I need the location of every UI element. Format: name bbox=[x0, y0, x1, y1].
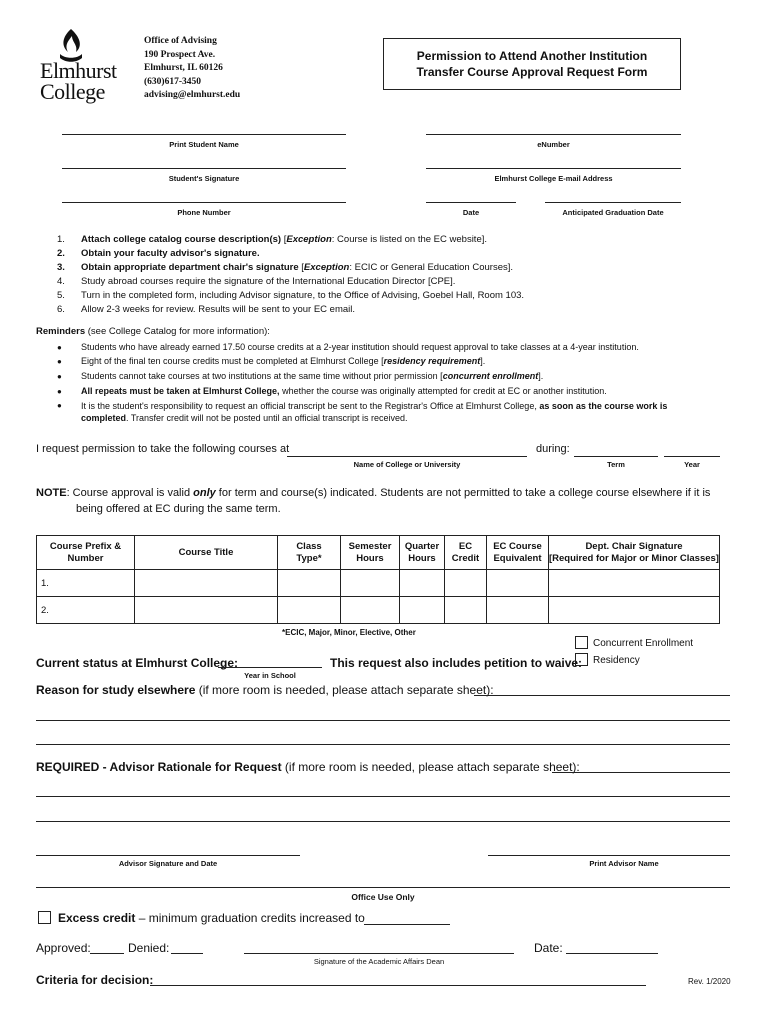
table-cell[interactable] bbox=[549, 597, 720, 624]
criteria-field[interactable] bbox=[150, 985, 646, 986]
date-label: Date bbox=[462, 208, 480, 217]
office-use-only-label: Office Use Only bbox=[351, 892, 415, 902]
phone-number-label: Phone Number bbox=[177, 208, 231, 217]
row-number: 1. bbox=[37, 570, 135, 597]
table-cell[interactable] bbox=[445, 597, 487, 624]
graduation-date-label: Anticipated Graduation Date bbox=[562, 208, 664, 217]
office-name: Office of Advising bbox=[144, 36, 217, 46]
table-header-row bbox=[37, 536, 720, 570]
logo-line-1: Elmhurst bbox=[40, 58, 117, 83]
term-label: Term bbox=[607, 460, 625, 469]
course-table bbox=[36, 535, 720, 624]
graduation-date-field[interactable] bbox=[545, 202, 681, 203]
col-quarter-hours: Quarter Hours bbox=[400, 536, 445, 570]
residency-label: Residency bbox=[593, 655, 640, 666]
reason-field-line[interactable] bbox=[36, 720, 730, 721]
excess-credit-checkbox[interactable] bbox=[38, 911, 51, 924]
date-field[interactable] bbox=[426, 202, 516, 203]
table-cell[interactable] bbox=[341, 570, 400, 597]
denied-field[interactable] bbox=[171, 953, 203, 954]
request-text: I request permission to take the following courses at bbox=[36, 443, 290, 455]
approved-label: Approved: bbox=[36, 941, 91, 955]
advisor-rationale-field[interactable] bbox=[552, 772, 730, 773]
reason-label: Reason for study elsewhere (if more room is needed, please attach separate sheet): bbox=[36, 683, 494, 697]
college-email-field[interactable] bbox=[426, 168, 681, 169]
advisor-signature-label: Advisor Signature and Date bbox=[118, 859, 218, 868]
table-row bbox=[37, 570, 720, 597]
col-course-prefix: Course Prefix & Number bbox=[37, 536, 135, 570]
phone-number-field[interactable] bbox=[62, 202, 346, 203]
office-street: 190 Prospect Ave. bbox=[144, 49, 216, 60]
current-status-field[interactable] bbox=[218, 667, 322, 668]
year-in-school-label: Year in School bbox=[244, 671, 296, 680]
reminder-item: ● It is the student's responsibility to request an official transcript be sent to the Registrar's Office at Elmhurst College, as soon as the course work is completed. Transfer credit will not be posted until an official transcript is received. bbox=[57, 401, 668, 423]
decision-date-field[interactable] bbox=[566, 953, 658, 954]
office-phone: (630)617-3450 bbox=[144, 76, 201, 87]
table-cell[interactable] bbox=[549, 570, 720, 597]
criteria-label: Criteria for decision: bbox=[36, 973, 154, 987]
col-semester-hours: Semester Hours bbox=[341, 536, 400, 570]
row-number: 2. bbox=[37, 597, 135, 624]
term-field[interactable] bbox=[574, 456, 658, 457]
enumber-field[interactable] bbox=[426, 134, 681, 135]
table-cell[interactable] bbox=[341, 597, 400, 624]
office-divider bbox=[36, 887, 730, 888]
table-row bbox=[37, 597, 720, 624]
reminder-item: ● Students cannot take courses at two institutions at the same time without prior permission [concurrent enrollment]. bbox=[57, 371, 544, 381]
step-item: 1. Attach college catalog course description(s) [Exception: Course is listed on the EC website]. bbox=[57, 234, 488, 245]
table-cell[interactable] bbox=[135, 570, 278, 597]
table-cell[interactable] bbox=[400, 570, 445, 597]
petition-label: This request also includes petition to waive: bbox=[330, 656, 583, 670]
reason-field[interactable] bbox=[474, 695, 730, 696]
reminder-item: ● Students who have already earned 17.50 course credits at a 2-year institution should request approval to take classes at a 4-year institution. bbox=[57, 342, 639, 352]
form-title-line-1: Permission to Attend Another Institution bbox=[416, 49, 648, 63]
concurrent-enrollment-label: Concurrent Enrollment bbox=[593, 638, 694, 649]
logo-line-2: College bbox=[40, 79, 105, 104]
student-name-label: Print Student Name bbox=[169, 140, 239, 149]
table-cell[interactable] bbox=[400, 597, 445, 624]
student-signature-label: Student's Signature bbox=[168, 174, 240, 183]
form-title-line-2: Transfer Course Approval Request Form bbox=[416, 65, 648, 79]
denied-label: Denied: bbox=[128, 941, 170, 955]
student-signature-field[interactable] bbox=[62, 168, 346, 169]
office-address bbox=[144, 35, 240, 103]
col-class-type: Class Type* bbox=[278, 536, 341, 570]
during-label: during: bbox=[536, 443, 570, 455]
dean-signature-field[interactable] bbox=[244, 953, 514, 954]
approved-field[interactable] bbox=[90, 953, 124, 954]
form-title-box bbox=[383, 38, 681, 90]
table-cell[interactable] bbox=[135, 597, 278, 624]
excess-credit-field[interactable] bbox=[364, 924, 450, 925]
advisor-signature-field[interactable] bbox=[36, 855, 300, 856]
revision-label: Rev. 1/2020 bbox=[688, 977, 731, 986]
col-ec-equivalent: EC Course Equivalent bbox=[487, 536, 549, 570]
step-item: 2. Obtain your faculty advisor's signature. bbox=[57, 248, 260, 259]
step-item: 6. Allow 2-3 weeks for review. Results will be sent to your EC email. bbox=[57, 304, 356, 315]
advisor-rationale-label: REQUIRED - Advisor Rationale for Request (if more room is needed, please attach separate sheet): bbox=[36, 760, 580, 774]
current-status-label: Current status at Elmhurst College: bbox=[36, 656, 239, 670]
excess-credit-label: Excess credit – minimum graduation credits increased to bbox=[58, 911, 365, 925]
table-cell[interactable] bbox=[278, 597, 341, 624]
class-type-footnote: *ECIC, Major, Minor, Elective, Other bbox=[282, 628, 416, 637]
student-name-field[interactable] bbox=[62, 134, 346, 135]
reason-field-line[interactable] bbox=[36, 744, 730, 745]
advisor-rationale-field-line[interactable] bbox=[36, 796, 730, 797]
step-item: 5. Turn in the completed form, including Advisor signature, to the Office of Advising, Goebel Hall, Room 103. bbox=[57, 290, 525, 301]
year-label: Year bbox=[684, 460, 700, 469]
table-cell[interactable] bbox=[487, 597, 549, 624]
table-cell[interactable] bbox=[278, 570, 341, 597]
table-cell[interactable] bbox=[445, 570, 487, 597]
step-item: 4. Study abroad courses require the signature of the International Education Director [CPE]. bbox=[57, 276, 456, 287]
note-text-line-2: being offered at EC during the same term. bbox=[76, 503, 281, 515]
col-course-title: Course Title bbox=[135, 536, 278, 570]
advisor-rationale-field-line[interactable] bbox=[36, 821, 730, 822]
table-cell[interactable] bbox=[487, 570, 549, 597]
decision-date-label: Date: bbox=[534, 941, 563, 955]
dean-signature-label: Signature of the Academic Affairs Dean bbox=[313, 957, 445, 966]
year-field[interactable] bbox=[664, 456, 720, 457]
enumber-label: eNumber bbox=[537, 140, 570, 149]
office-city: Elmhurst, IL 60126 bbox=[144, 63, 223, 73]
col-ec-credit: EC Credit bbox=[445, 536, 487, 570]
college-name-label: Name of College or University bbox=[353, 460, 461, 469]
reminders-heading: Reminders (see College Catalog for more information): bbox=[36, 326, 270, 337]
concurrent-enrollment-checkbox[interactable] bbox=[575, 636, 588, 649]
note-text: NOTE: Course approval is valid only for term and course(s) indicated. Students are not permitted to take a college course elsewhere if it is bbox=[36, 487, 711, 499]
advisor-name-label: Print Advisor Name bbox=[589, 859, 659, 868]
college-email-label: Elmhurst College E-mail Address bbox=[494, 174, 613, 183]
residency-checkbox[interactable] bbox=[575, 653, 588, 666]
step-item: 3. Obtain appropriate department chair's signature [Exception: ECIC or General Education Courses]. bbox=[57, 262, 514, 273]
office-email: advising@elmhurst.edu bbox=[144, 90, 241, 100]
reminder-item: ● All repeats must be taken at Elmhurst College, whether the course was originally attempted for credit at EC or another institution. bbox=[57, 386, 607, 396]
reminder-item: ● Eight of the final ten course credits must be completed at Elmhurst College [residency requirement]. bbox=[57, 356, 486, 366]
advisor-name-field[interactable] bbox=[488, 855, 730, 856]
college-name-field[interactable] bbox=[287, 456, 527, 457]
col-dept-chair-signature: Dept. Chair Signature [Required for Major or Minor Classes] bbox=[549, 536, 720, 570]
